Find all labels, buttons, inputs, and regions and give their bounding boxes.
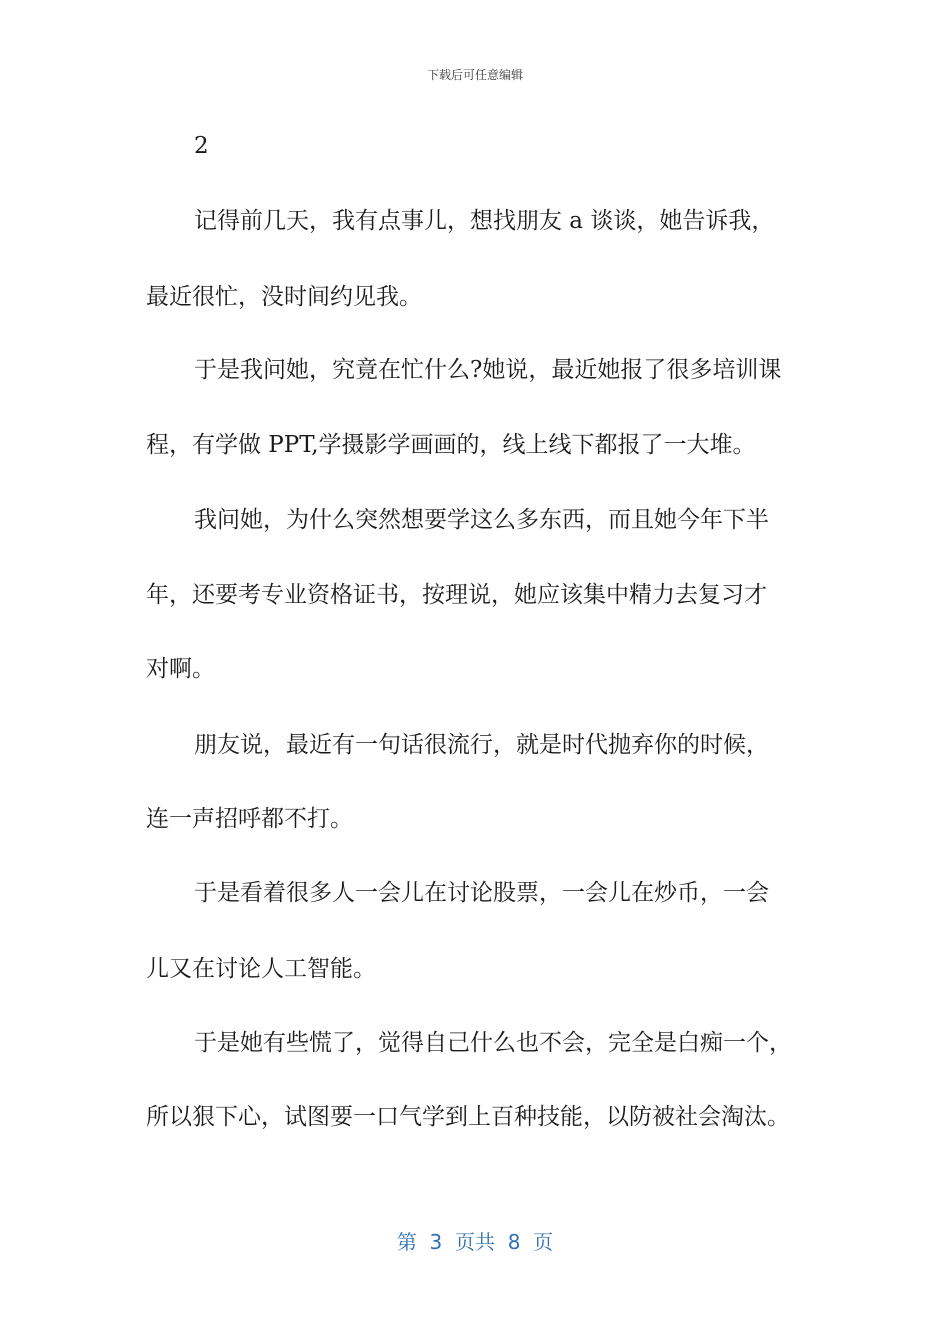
- text-line: 年，还要考专业资格证书，按理说，她应该集中精力去复习才: [146, 582, 767, 608]
- text-line: 于是她有些慌了，觉得自己什么也不会，完全是白痴一个，: [194, 1030, 792, 1056]
- text-line: 记得前几天，我有点事儿，想找朋友 a 谈谈，她告诉我，: [194, 208, 775, 234]
- text-line: 于是我问她，究竟在忙什么?她说，最近她报了很多培训课: [194, 357, 782, 383]
- text-line: 对啊。: [146, 656, 215, 682]
- text-line: 我问她，为什么突然想要学这么多东西，而且她今年下半: [194, 507, 769, 533]
- page-number-footer: 第 3 页共 8 页: [396, 1230, 554, 1254]
- text-line: 儿又在讨论人工智能。: [146, 956, 376, 982]
- text-line: 所以狠下心，试图要一口气学到上百种技能，以防被社会淘汰。: [146, 1104, 790, 1130]
- text-line: 2: [194, 133, 209, 159]
- text-line: 连一声招呼都不打。: [146, 806, 353, 832]
- text-line: 程，有学做 PPT,学摄影学画画的，线上线下都报了一大堆。: [146, 432, 756, 458]
- page-header: 下载后可任意编辑: [426, 68, 523, 82]
- text-line: 最近很忙，没时间约见我。: [146, 284, 422, 310]
- text-line: 于是看着很多人一会儿在讨论股票，一会儿在炒币，一会: [194, 880, 769, 906]
- text-line: 朋友说，最近有一句话很流行，就是时代抛弃你的时候，: [194, 732, 769, 758]
